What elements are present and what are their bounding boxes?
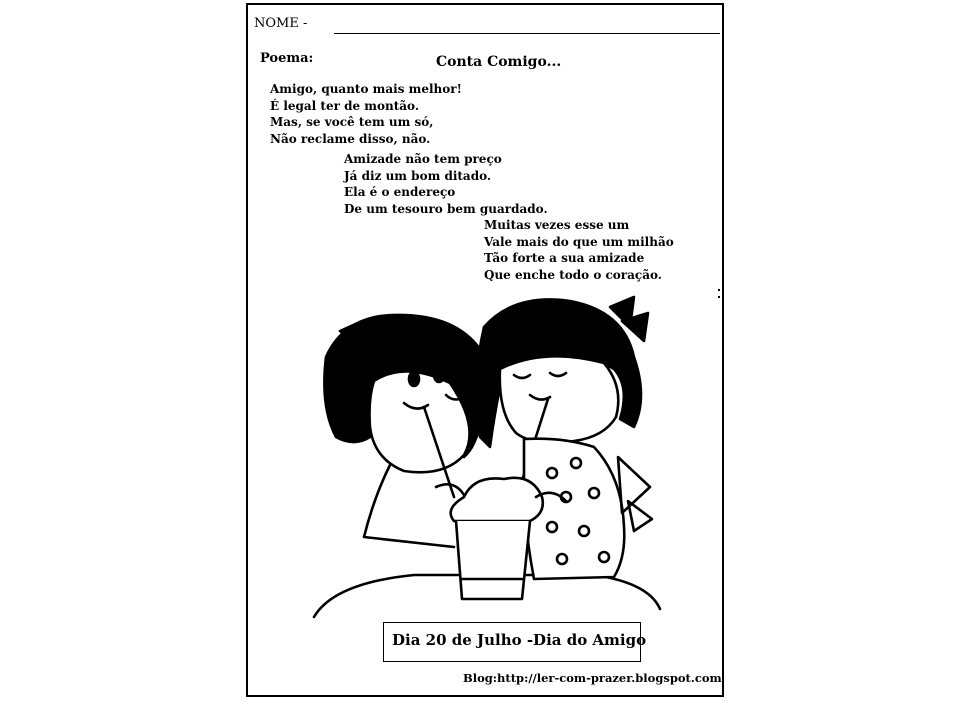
stanza-line: Amigo, quanto mais melhor! bbox=[270, 82, 462, 96]
margin-dot bbox=[718, 289, 720, 291]
two-children-sharing-milkshake-icon bbox=[304, 287, 678, 619]
caption-text: Dia 20 de Julho -Dia do Amigo bbox=[392, 631, 647, 649]
poem-title: Conta Comigo... bbox=[436, 54, 562, 70]
stanza-line: Ela é o endereço bbox=[344, 185, 456, 199]
stanza-line: Muitas vezes esse um bbox=[484, 218, 630, 232]
stanza-line: Vale mais do que um milhão bbox=[484, 234, 674, 249]
stanza-line: Amizade não tem preço bbox=[344, 152, 502, 166]
blog-url: Blog:http://ler-com-prazer.blogspot.com bbox=[463, 671, 722, 685]
stanza-line: De um tesouro bem guardado. bbox=[344, 201, 548, 216]
stanza-3 bbox=[484, 217, 674, 283]
worksheet-page bbox=[246, 3, 724, 697]
stanza-line: Não reclame disso, não. bbox=[270, 131, 431, 146]
caption-box bbox=[383, 622, 647, 662]
stanza-line: Tão forte a sua amizade bbox=[484, 251, 645, 265]
name-label: NOME - bbox=[254, 16, 308, 31]
stanza-line: Mas, se você tem um só, bbox=[270, 115, 434, 129]
margin-dot bbox=[718, 296, 720, 298]
stanza-line: Que enche todo o coração. bbox=[484, 267, 662, 282]
stanza-line: Já diz um bom ditado. bbox=[344, 168, 492, 183]
poem-label: Poema: bbox=[260, 51, 314, 66]
stanza-1 bbox=[270, 81, 462, 147]
stanza-2 bbox=[344, 151, 548, 217]
name-blank-line bbox=[334, 33, 720, 34]
stanza-line: É legal ter de montão. bbox=[270, 98, 420, 113]
